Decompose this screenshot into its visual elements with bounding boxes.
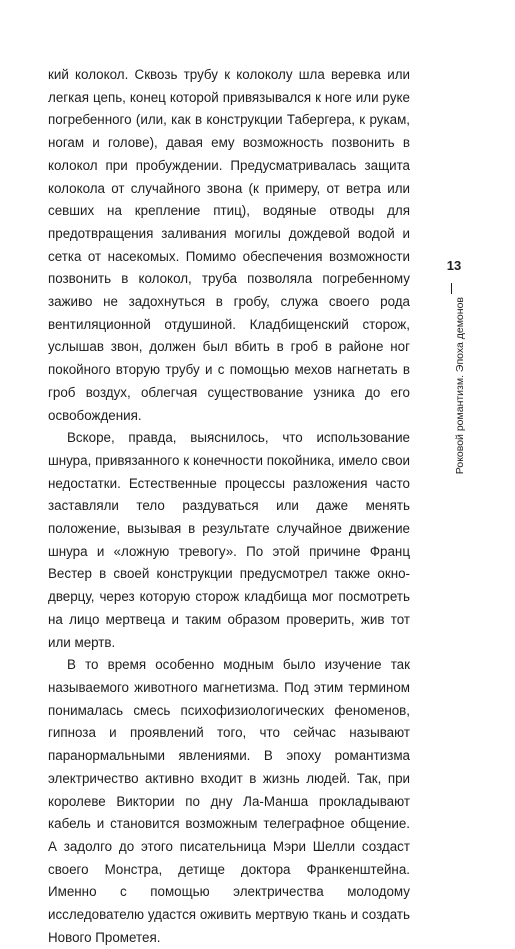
running-head: Роковой романтизм. Эпоха демонов [454, 297, 466, 475]
body-text [48, 64, 410, 949]
paragraph-1: кий колокол. Сквозь трубу к колоколу шла веревка или легкая цепь, конец которой привязывался к ноге или руке погребенного (или, как в конструкции Табергера, к рукам, ногам и голове), давая ему возможность позвонить в колокол при пробуждении. Предусматривалась защита колокола от случайного звона (к примеру, от ветра или севших на крепление птиц), водяные отводы для предотвращения заливания могилы дождевой водой и сетка от насекомых. Помимо обеспечения возможности позвонить в колокол, труба позволяла погребенному заживо не задохнуться в гробу, служа своего рода вентиляционной отдушиной. Кладбищенский сторож, услышав звон, должен был вбить в гроб в районе ног покойного вторую трубу и с помощью мехов нагнетать в гроб воздух, облегчая существование узника до его освобождения. [48, 67, 410, 423]
paragraph-2: Вскоре, правда, выяснилось, что использование шнура, привязанного к конечности покойника, имело свои недостатки. Естественные процессы разложения часто заставляли тело раздуваться или даже менять положение, вызывая в результате случайное движение шнура и «ложную тревогу». По этой причине Франц Вестер в своей конструкции предусмотрел также окно-дверцу, через которую сторож кладбища мог посмотреть на лицо мертвеца и таким образом проверить, жив тот или мертв. [48, 430, 410, 650]
paragraph-3: В то время особенно модным было изучение так называемого животного магнетизма. Под этим термином понималась смесь психофизиологических феноменов, гипноза и проявлений того, что сейчас называют паранормальными явлениями. В эпоху романтизма электричество активно входит в жизнь людей. Так, при королеве Виктории по дну Ла-Манша прокладывают кабель и становится возможным телеграфное общение. А задолго до этого писательница Мэри Шелли создаст своего Монстра, детище доктора Франкенштейна. Именно с помощью электричества молодому исследователю удастся оживить мертвую ткань и создать Нового Прометея. [48, 657, 410, 945]
margin-rule [451, 283, 452, 294]
page-number: 13 [446, 258, 462, 273]
